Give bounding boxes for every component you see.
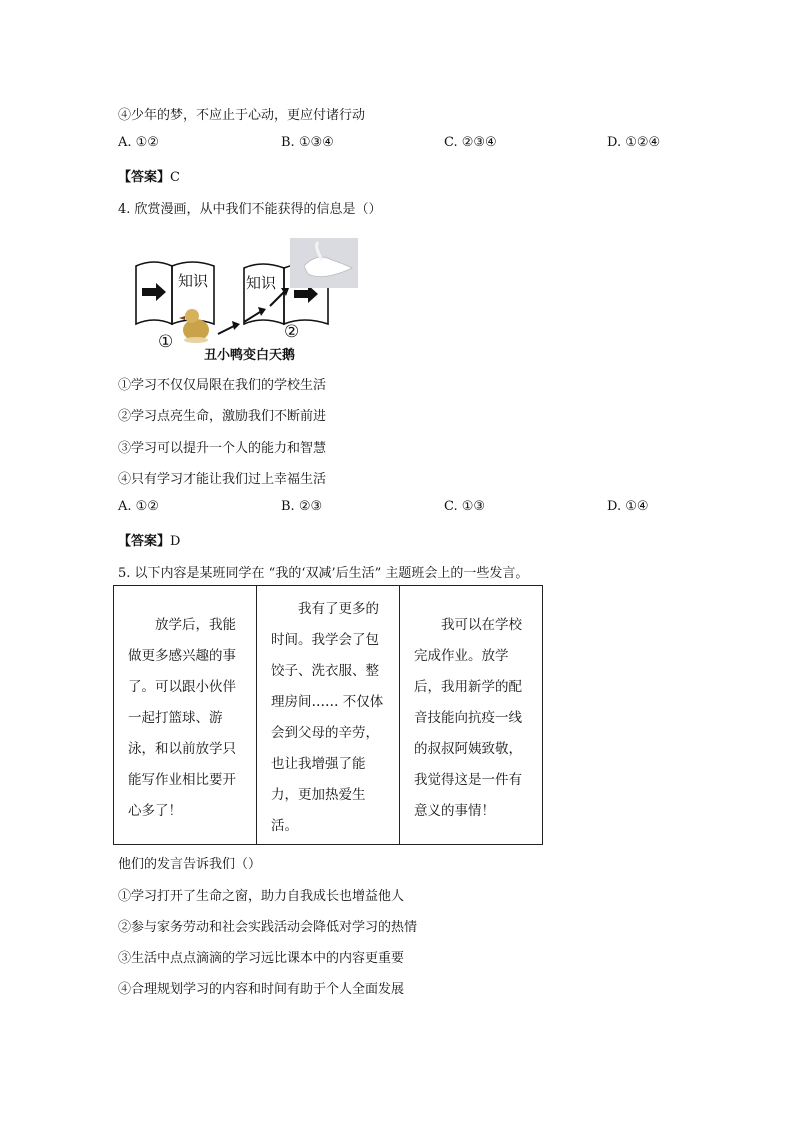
- q5-statement-4: ④合理规划学习的内容和时间有助于个人全面发展: [118, 982, 405, 997]
- comic-caption: 丑小鸭变白天鹅: [204, 348, 296, 363]
- answer-label: 【答案】: [118, 170, 171, 185]
- q5-statement-3: ③生活中点点滴滴的学习远比课本中的内容更重要: [118, 951, 405, 966]
- speech-text: 放学后，我能做更多感兴趣的事了。可以跟小伙伴一起打篮球、游泳，和以前放学只能写作业相比要开心多了！: [128, 617, 236, 819]
- q5-statement-2: ②参与家务劳动和社会实践活动会降低对学习的热情: [118, 920, 418, 935]
- q3-option-b: B. ①③④: [281, 135, 334, 150]
- speech-cell-2: [257, 586, 400, 845]
- book-2-label: 知识: [246, 274, 277, 292]
- q4-statement-3: ③学习可以提升一个人的能力和智慧: [118, 441, 327, 456]
- q4-answer: [118, 530, 180, 549]
- answer-label: 【答案】: [118, 534, 171, 549]
- q5-question: 他们的发言告诉我们（）: [118, 857, 262, 872]
- speech-cell-1: [114, 586, 257, 845]
- speech-table: [113, 585, 543, 845]
- q3-answer: [118, 166, 180, 185]
- q5-statement-1: ①学习打开了生命之窗，助力自我成长也增益他人: [118, 889, 405, 904]
- q4-option-c: C. ①③: [444, 499, 486, 514]
- q3-option-d: D. ①②④: [607, 135, 661, 150]
- q4-option-a: A. ①②: [118, 499, 159, 514]
- q4-statement-2: ②学习点亮生命，激励我们不断前进: [118, 409, 327, 424]
- mark-2: ②: [284, 322, 300, 342]
- speech-cell-3: [400, 586, 543, 845]
- arrow-icon: [142, 283, 166, 301]
- speech-text: 我可以在学校完成作业。放学后，我用新学的配音技能向抗疫一线的叔叔阿姨致敬，我觉得这是一件有意义的事情！: [414, 617, 522, 819]
- q3-option-a: A. ①②: [118, 135, 159, 150]
- q4-options: [118, 499, 678, 519]
- q4-statement-1: ①学习不仅仅局限在我们的学校生活: [118, 378, 327, 393]
- q4-statement-4: ④只有学习才能让我们过上幸福生活: [118, 472, 327, 487]
- q3-statement-4: ④少年的梦，不应止于心动，更应付诸行动: [118, 108, 366, 123]
- q4-option-b: B. ②③: [281, 499, 323, 514]
- q3-options: [118, 135, 678, 155]
- speech-text: 我有了更多的时间。我学会了包饺子、洗衣服、整理房间…… 不仅体会到父母的辛劳，也让我增强了能力，更加热爱生活。: [271, 601, 384, 834]
- answer-value: D: [170, 534, 181, 549]
- book-1-label: 知识: [178, 272, 209, 290]
- duckling-image: [179, 309, 209, 343]
- answer-value: C: [170, 170, 180, 185]
- q4-stem: 4. 欣赏漫画，从中我们不能获得的信息是（）: [118, 202, 382, 217]
- q4-option-d: D. ①④: [607, 499, 649, 514]
- step-arrows: [218, 288, 289, 334]
- q5-stem: 5. 以下内容是某班同学在 “我的‘双减’后生活” 主题班会上的一些发言。: [118, 566, 529, 581]
- comic-illustration: [132, 236, 362, 366]
- q3-option-c: C. ②③④: [444, 135, 497, 150]
- mark-1: ①: [158, 332, 174, 352]
